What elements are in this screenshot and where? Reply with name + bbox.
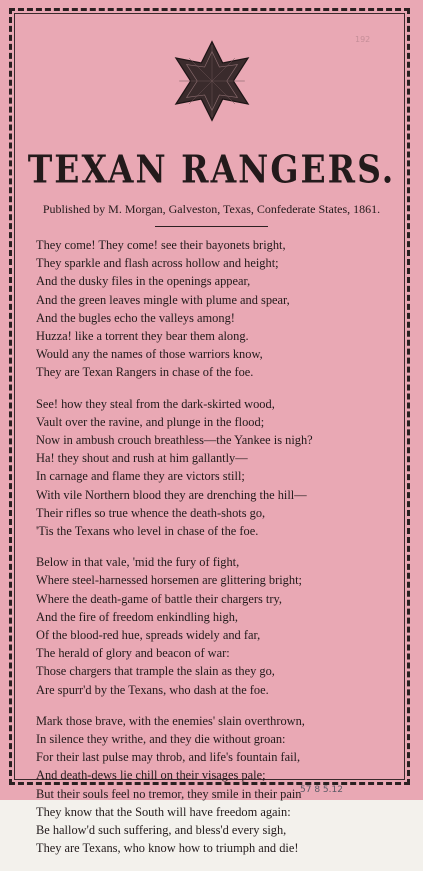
poem-line: Below in that vale, 'mid the fury of fight,: [36, 555, 240, 570]
poem-line: In carnage and flame they are victors still;: [36, 469, 245, 484]
poem-line: Where the death-game of battle their chargers try,: [36, 591, 282, 606]
poem-line: Where steel-harnessed horsemen are glittering bright;: [36, 573, 302, 588]
corner-mark: 192: [355, 35, 371, 44]
poem-line: The herald of glory and beacon of war:: [36, 646, 230, 661]
poem-line: With vile Northern blood they are drenching the hill—: [36, 487, 307, 502]
poem-line: They are Texan Rangers in chase of the foe.: [36, 365, 254, 380]
poem-line: Of the blood-red hue, spreads widely and far,: [36, 628, 261, 643]
page-title: TEXAN RANGERS.: [27, 147, 396, 192]
poem-line: Huzza! like a torrent they bear them along.: [36, 329, 249, 344]
poem-line: In silence they writhe, and they die without groan:: [36, 732, 286, 747]
poem-line: For their last pulse may throb, and life's fountain fail,: [36, 750, 301, 765]
poem-line: 'Tis the Texans who level in chase of the foe.: [36, 524, 259, 539]
poem-line: But their souls feel no tremor, they smile in their pain: [36, 786, 302, 801]
poem-line: They sparkle and flash across hollow and height;: [36, 256, 279, 271]
poem-line: Those chargers that trample the slain as they go,: [36, 664, 275, 679]
divider: [155, 226, 268, 227]
star-icon: [171, 40, 253, 122]
poem-line: They know that the South will have freedom again:: [36, 804, 291, 819]
poem-line: Ha! they shout and rush at him gallantly—: [36, 451, 248, 466]
poem-line: Vault over the ravine, and plunge in the flood;: [36, 414, 265, 429]
stanza: [36, 712, 406, 858]
poem-line: And the bugles echo the valleys among!: [36, 310, 235, 325]
poem-line: And the green leaves mingle with plume and spear,: [36, 292, 290, 307]
poem-line: And the fire of freedom enkindling high,: [36, 609, 238, 624]
poem-line: Are spurr'd by the Texans, who dash at the foe.: [36, 682, 269, 697]
poem-line: And death-dews lie chill on their visages pale;: [36, 768, 266, 783]
poem-line: Now in ambush crouch breathless—the Yankee is nigh?: [36, 433, 313, 448]
poem-line: They come! They come! see their bayonets bright,: [36, 238, 286, 252]
poem-line: See! how they steal from the dark-skirted wood,: [36, 396, 275, 411]
stanza: [36, 236, 406, 382]
stanza: [36, 553, 406, 699]
reference-number: 57 8 5.12: [300, 785, 343, 795]
poem: [36, 236, 406, 871]
stanza: [36, 395, 406, 541]
poem-line: Be hallow'd such suffering, and bless'd every sigh,: [36, 823, 287, 838]
poem-line: Would any the names of those warriors know,: [36, 347, 263, 362]
poem-line: They are Texans, who know how to triumph and die!: [36, 841, 299, 856]
poem-line: Their rifles so true whence the death-shots go,: [36, 505, 266, 520]
poem-line: And the dusky files in the openings appear,: [36, 274, 251, 289]
publisher-line: Published by M. Morgan, Galveston, Texas, Confederate States, 1861.: [42, 202, 381, 216]
poem-line: Mark those brave, with the enemies' slain overthrown,: [36, 713, 305, 728]
